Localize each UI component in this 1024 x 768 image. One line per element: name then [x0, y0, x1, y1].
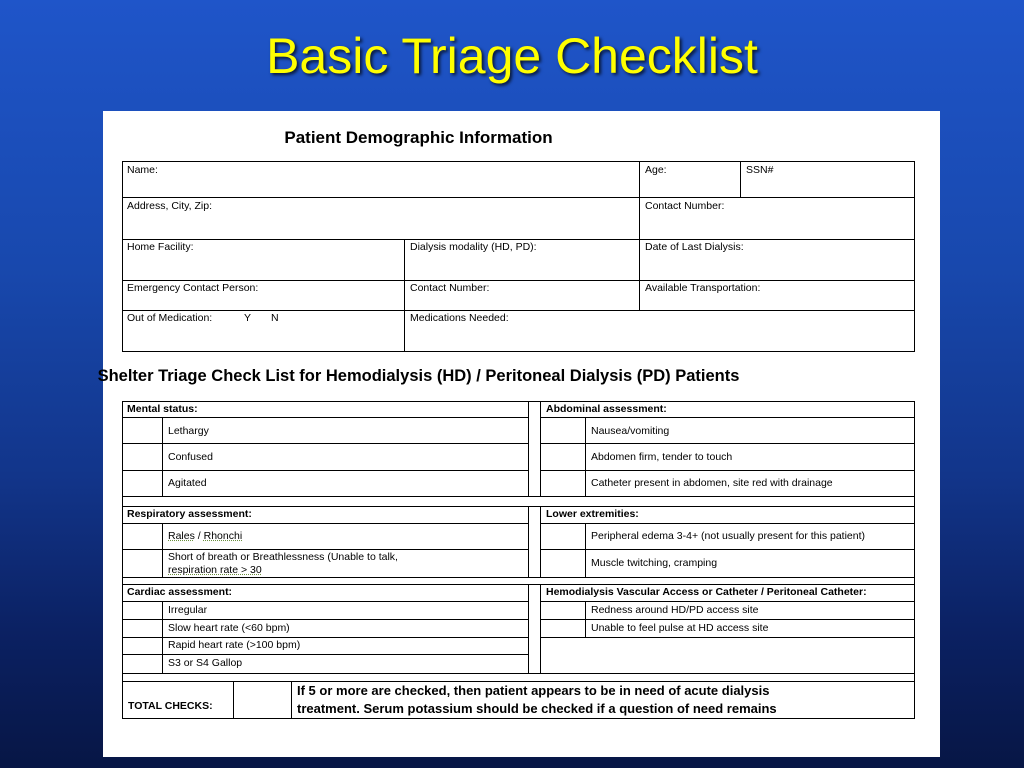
column-divider-2: [528, 506, 541, 578]
age-label: Age:: [645, 164, 667, 176]
contact-number-label: Contact Number:: [645, 200, 725, 212]
catheter-site-label: Catheter present in abdomen, site red with drainage: [591, 477, 833, 489]
total-note-line2: treatment. Serum potassium should be checked if a question of need remains: [297, 701, 777, 716]
lower-extremities-label: Lower extremities:: [546, 508, 639, 520]
lethargy-checkbox[interactable]: [122, 417, 163, 444]
rapid-heart-checkbox[interactable]: [122, 637, 163, 655]
name-field[interactable]: [122, 161, 640, 198]
medications-needed-label: Medications Needed:: [410, 312, 509, 324]
irregular-checkbox[interactable]: [122, 601, 163, 620]
name-label: Name:: [127, 164, 158, 176]
column-divider-1: [528, 401, 541, 497]
emergency-contact-number-label: Contact Number:: [410, 282, 490, 294]
abdomen-firm-checkbox[interactable]: [540, 443, 586, 471]
ssn-label: SSN#: [746, 164, 774, 176]
pulse-checkbox[interactable]: [540, 619, 586, 638]
rales-separator: /: [194, 530, 204, 542]
rapid-heart-label: Rapid heart rate (>100 bpm): [168, 639, 301, 651]
twitching-checkbox[interactable]: [540, 549, 586, 578]
agitated-row: [162, 470, 529, 497]
catheter-site-checkbox[interactable]: [540, 470, 586, 497]
sob-label-line2: [168, 564, 262, 577]
transportation-label: Available Transportation:: [645, 282, 761, 294]
rhonchi-text: Rhonchi: [203, 530, 243, 542]
total-checks-input[interactable]: [233, 681, 292, 719]
confused-label: Confused: [168, 451, 213, 463]
gallop-checkbox[interactable]: [122, 654, 163, 674]
redness-label: Redness around HD/PD access site: [591, 604, 759, 616]
sob-label-line1: Short of breath or Breathlessness (Unable to talk,: [168, 551, 398, 563]
mental-status-label: Mental status:: [127, 403, 198, 415]
demographics-title: Patient Demographic Information: [284, 128, 553, 147]
out-of-medication-label: Out of Medication:: [127, 312, 213, 324]
edema-checkbox[interactable]: [540, 523, 586, 550]
agitated-label: Agitated: [168, 477, 207, 489]
nausea-checkbox[interactable]: [540, 417, 586, 444]
pulse-label: Unable to feel pulse at HD access site: [591, 622, 769, 634]
edema-label: Peripheral edema 3-4+ (not usually present for this patient): [591, 530, 866, 542]
emergency-contact-label: Emergency Contact Person:: [127, 282, 259, 294]
nausea-label: Nausea/vomiting: [591, 425, 670, 437]
access-label: Hemodialysis Vascular Access or Catheter / Peritoneal Catheter:: [546, 586, 867, 598]
dialysis-modality-label: Dialysis modality (HD, PD):: [410, 241, 537, 253]
total-checks-label: TOTAL CHECKS:: [128, 700, 213, 712]
respiratory-label: Respiratory assessment:: [127, 508, 252, 520]
slow-heart-checkbox[interactable]: [122, 619, 163, 638]
lethargy-label: Lethargy: [168, 425, 209, 437]
gallop-label: S3 or S4 Gallop: [168, 657, 243, 669]
total-note-line1: If 5 or more are checked, then patient appears to be in need of acute dialysis: [297, 683, 770, 698]
no-option[interactable]: N: [271, 312, 279, 324]
slide-title: Basic Triage Checklist: [266, 28, 758, 84]
twitching-label: Muscle twitching, cramping: [591, 557, 718, 569]
confused-checkbox[interactable]: [122, 443, 163, 471]
checklist-title: Shelter Triage Check List for Hemodialysis (HD) / Peritoneal Dialysis (PD) Patients: [97, 367, 740, 385]
confused-row: [162, 443, 529, 471]
slow-heart-label: Slow heart rate (<60 bpm): [168, 622, 290, 634]
rales-rhonchi-label: [168, 530, 242, 543]
sob-line2-text: respiration rate > 30: [168, 564, 262, 576]
rales-checkbox[interactable]: [122, 523, 163, 550]
abdomen-firm-label: Abdomen firm, tender to touch: [591, 451, 733, 463]
lethargy-row: [162, 417, 529, 444]
last-dialysis-label: Date of Last Dialysis:: [645, 241, 744, 253]
access-empty-area: [540, 637, 915, 674]
home-facility-label: Home Facility:: [127, 241, 194, 253]
redness-checkbox[interactable]: [540, 601, 586, 620]
irregular-row: [162, 601, 529, 620]
agitated-checkbox[interactable]: [122, 470, 163, 497]
rales-text: Rales: [168, 530, 195, 542]
abdominal-label: Abdominal assessment:: [546, 403, 667, 415]
column-divider-3: [528, 584, 541, 674]
yes-option[interactable]: Y: [244, 312, 252, 324]
sob-checkbox[interactable]: [122, 549, 163, 578]
irregular-label: Irregular: [168, 604, 208, 616]
cardiac-label: Cardiac assessment:: [127, 586, 233, 598]
address-label: Address, City, Zip:: [127, 200, 212, 212]
